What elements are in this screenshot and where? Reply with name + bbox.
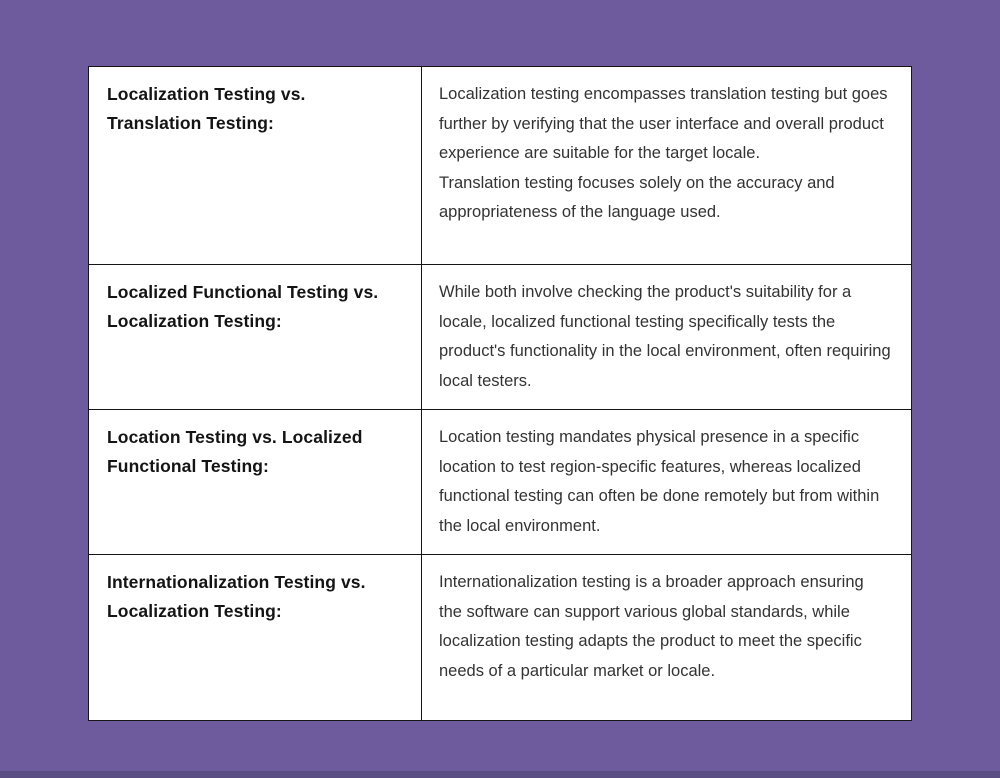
- term-internationalization-vs-localization: Internationalization Testing vs. Localization Testing:: [89, 555, 422, 720]
- table-row: [89, 67, 911, 264]
- definition-cell: [422, 410, 911, 554]
- definition-cell: [422, 265, 911, 409]
- bottom-accent-strip: [0, 771, 1000, 778]
- definition-paragraph: Translation testing focuses solely on the accuracy and appropriateness of the language used.: [439, 173, 835, 221]
- definition-paragraph: While both involve checking the product's suitability for a locale, localized functional testing specifically tests the product's functionality in the local environment, often requiring local testers.: [439, 283, 891, 390]
- definition-cell: [422, 555, 911, 720]
- table-row: [89, 554, 911, 720]
- definition-paragraph: Location testing mandates physical presence in a specific location to test region-specific features, whereas localized functional testing can often be done remotely but from within the local environment.: [439, 428, 880, 535]
- definition-cell: [422, 67, 911, 264]
- table-row: [89, 409, 911, 554]
- comparison-table: [88, 66, 912, 721]
- term-location-vs-localized-functional: Location Testing vs. Localized Functional Testing:: [89, 410, 422, 554]
- table-row: [89, 264, 911, 409]
- definition-paragraph: Internationalization testing is a broader approach ensuring the software can support various global standards, while localization testing adapts the product to meet the specific needs of a particular market or locale.: [439, 573, 864, 680]
- term-localization-vs-translation: Localization Testing vs. Translation Testing:: [89, 67, 422, 264]
- definition-paragraph: Localization testing encompasses translation testing but goes further by verifying that the user interface and overall product experience are suitable for the target locale.: [439, 85, 888, 162]
- term-localized-functional-vs-localization: Localized Functional Testing vs. Localization Testing:: [89, 265, 422, 409]
